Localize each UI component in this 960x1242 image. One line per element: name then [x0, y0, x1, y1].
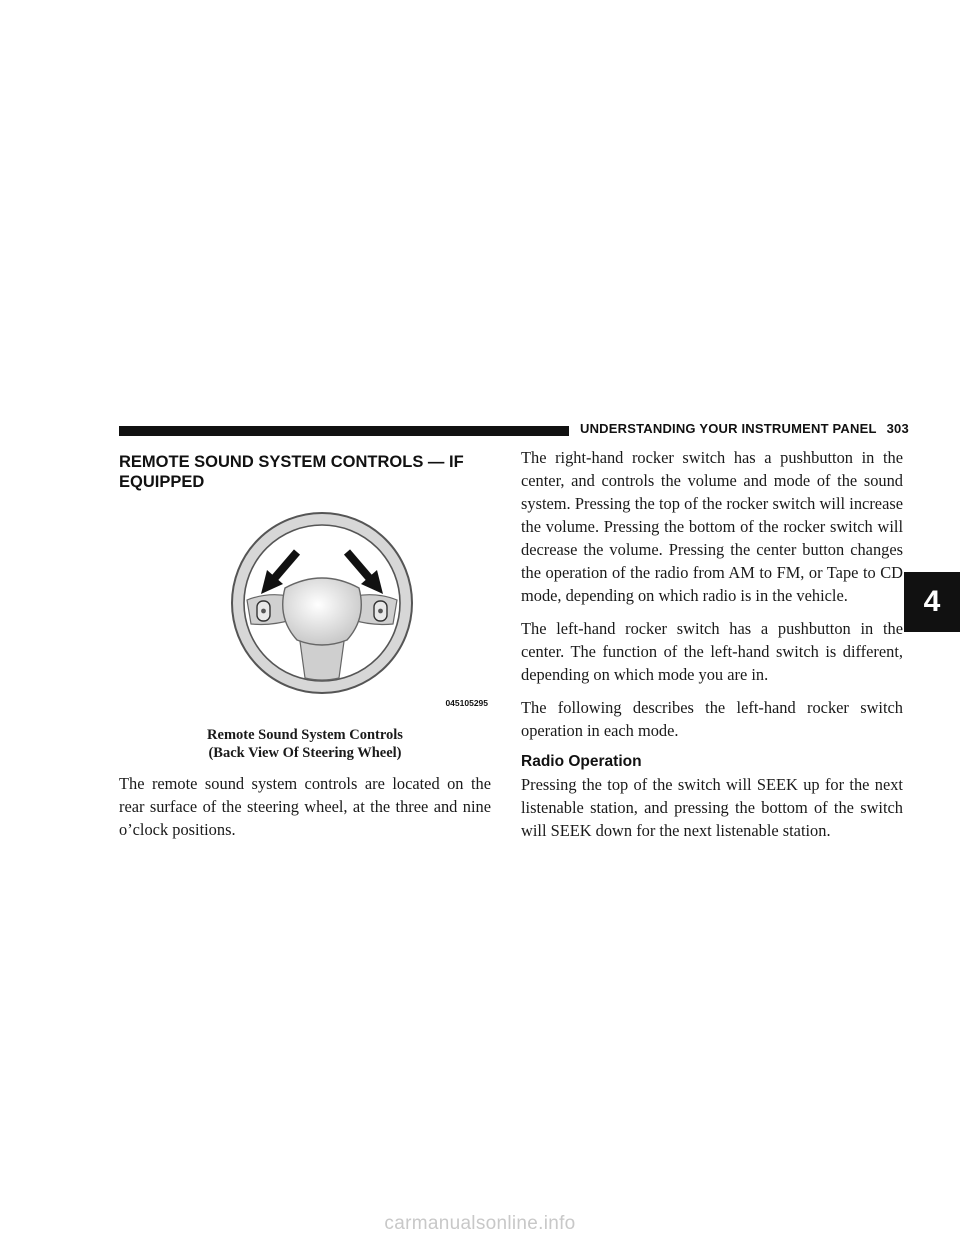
location-paragraph: The remote sound system controls are located on the rear surface of the steering wheel, at the three and nine o’clock positions. [119, 774, 491, 839]
figure-code: 045105295 [445, 698, 488, 708]
running-header [580, 421, 909, 436]
caption-line-1: Remote Sound System Controls [207, 727, 403, 743]
right-column [521, 446, 903, 852]
caption-line-2: (Back View Of Steering Wheel) [208, 745, 402, 761]
radio-operation-heading: Radio Operation [521, 753, 642, 770]
steering-wheel-figure [119, 508, 491, 718]
left-column [119, 452, 491, 851]
page-number: 303 [886, 421, 909, 436]
figure-caption [119, 726, 491, 762]
section-title: REMOTE SOUND SYSTEM CONTROLS — IF EQUIPPED [119, 453, 464, 491]
watermark: carmanualsonline.info [384, 1213, 576, 1234]
chapter-tab: 4 [904, 572, 960, 632]
header-rule [119, 426, 569, 436]
header-section-title: UNDERSTANDING YOUR INSTRUMENT PANEL [580, 421, 877, 436]
right-rocker-paragraph: The right-hand rocker switch has a pushbutton in the center, and controls the volume and mode of the sound system. Pressing the top of the rocker switch will increase the volume. Pressing the bottom of the rocker switch will decrease the volume. Pressing the center button changes the operation of the radio from AM to FM, or Tape to CD mode, depending on which radio is in the vehicle. [521, 448, 903, 605]
left-rocker-paragraph: The left-hand rocker switch has a pushbutton in the center. The function of the left-hand switch is different, depending on which mode you are in. [521, 619, 903, 684]
steering-wheel-illustration [227, 508, 417, 698]
mode-intro-paragraph: The following describes the left-hand rocker switch operation in each mode. [521, 698, 903, 740]
radio-operation-paragraph: Pressing the top of the switch will SEEK up for the next listenable station, and pressing the bottom of the switch will SEEK down for the next listenable station. [521, 775, 903, 840]
